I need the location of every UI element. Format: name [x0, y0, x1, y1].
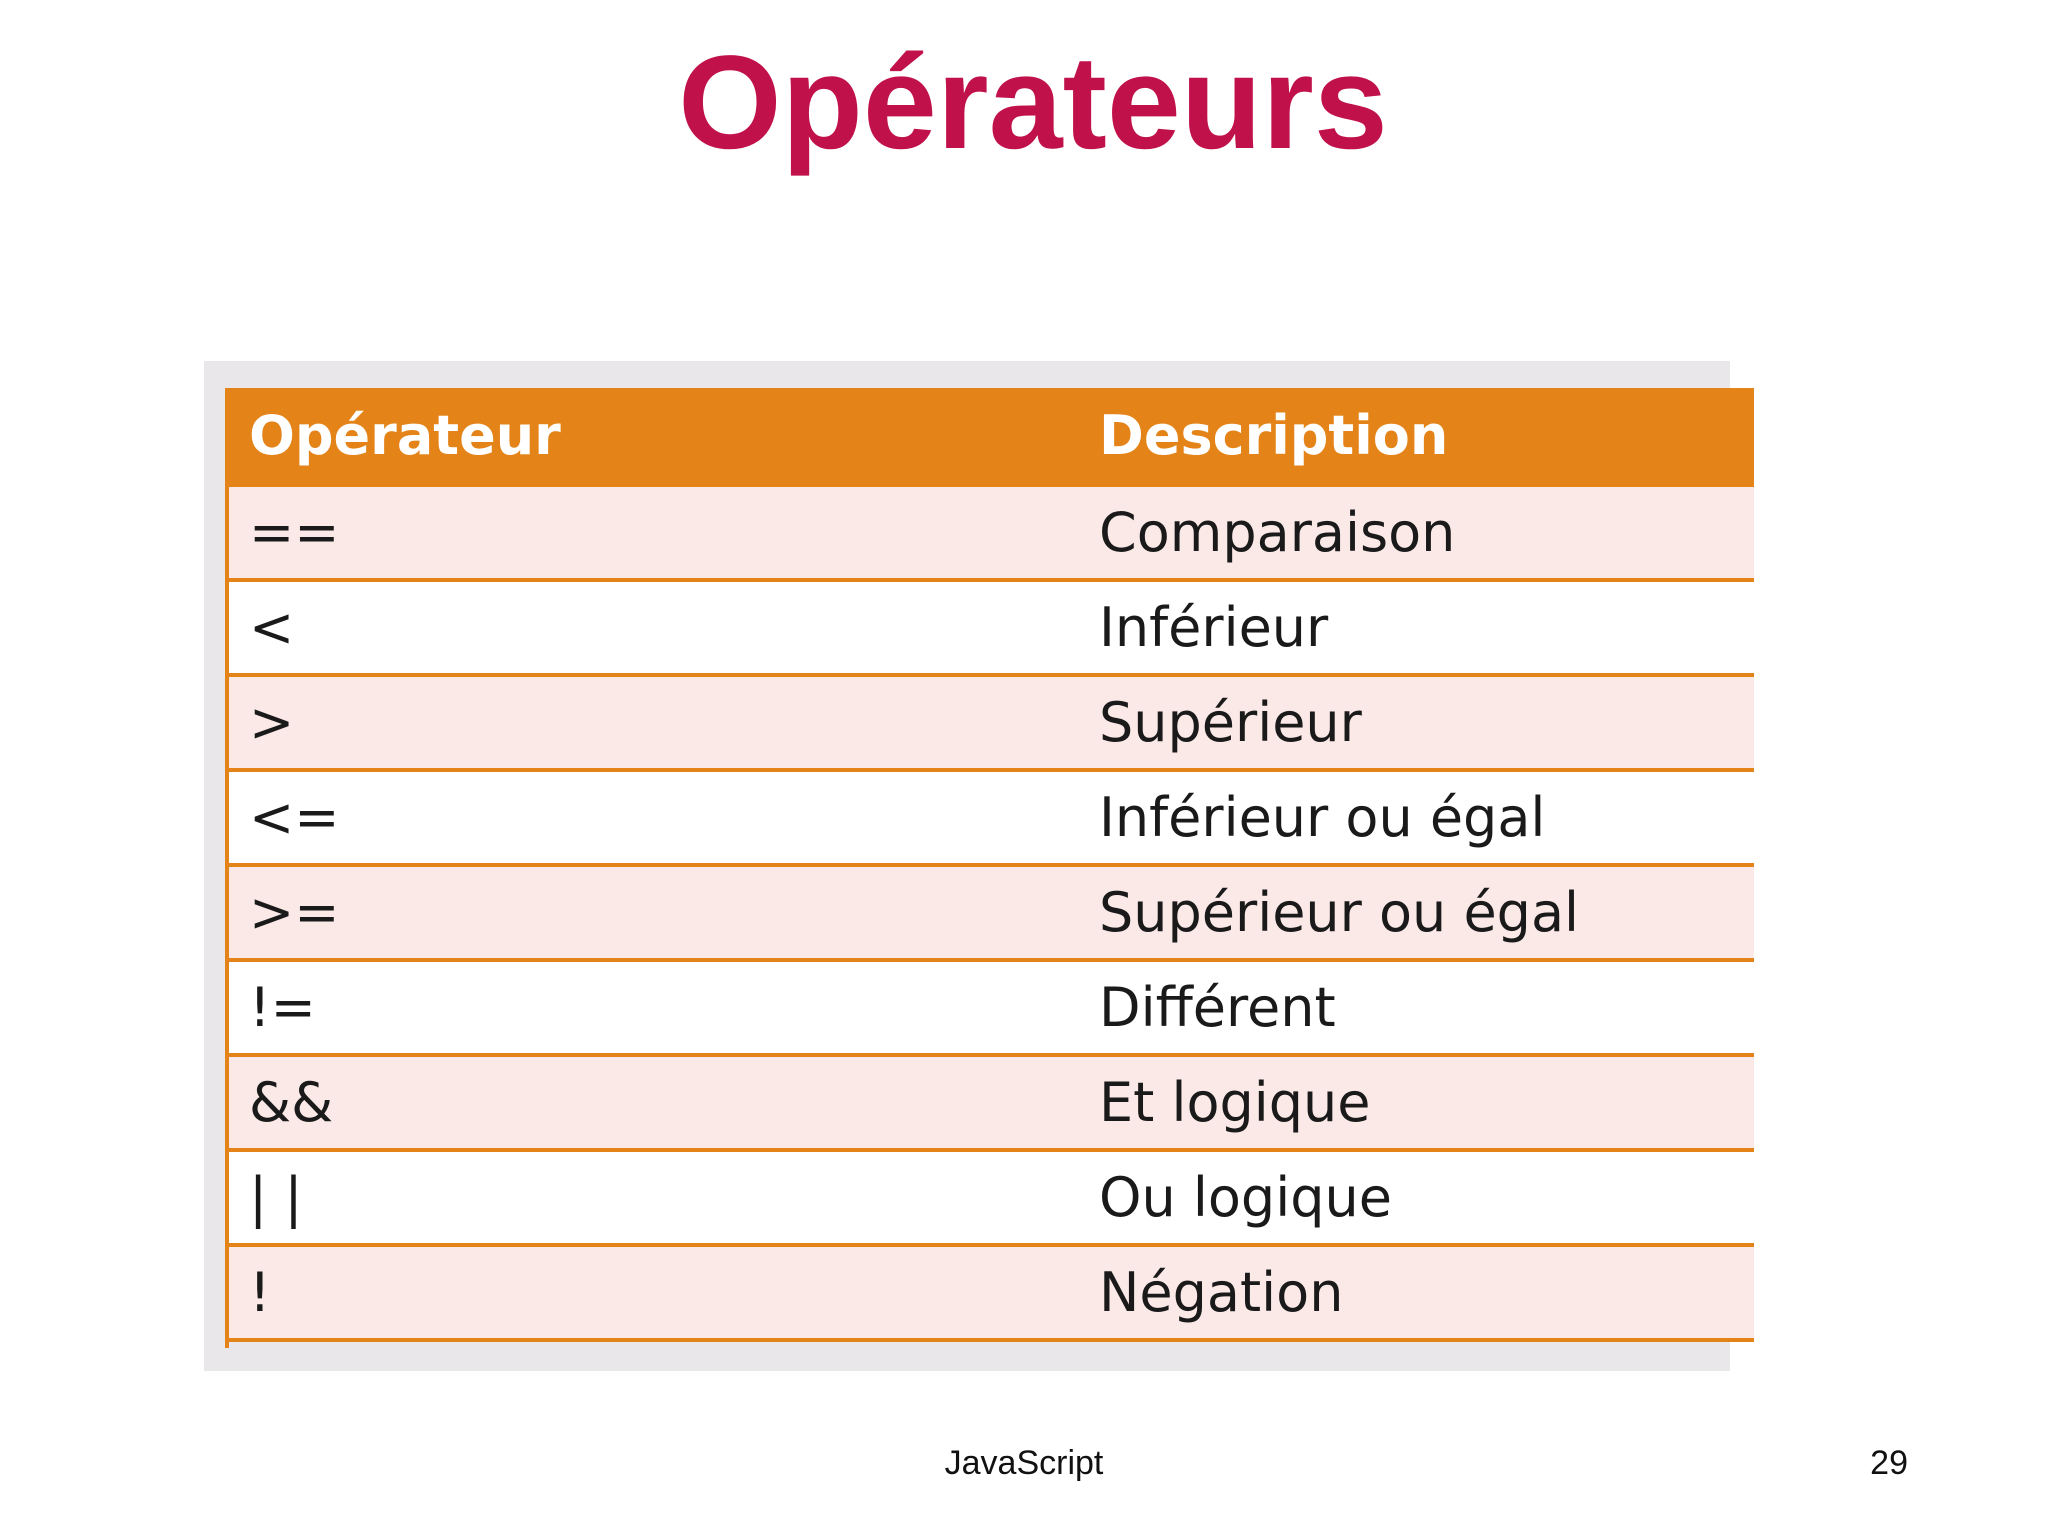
table-row	[225, 1245, 1754, 1340]
operator-cell: >	[249, 691, 295, 754]
table-header-row	[225, 388, 1754, 485]
operator-cell: &&	[249, 1071, 334, 1134]
header-operator: Opérateur	[249, 404, 561, 467]
table-left-border	[225, 485, 229, 1348]
description-cell: Ou logique	[1099, 1166, 1392, 1229]
operator-cell: >=	[249, 881, 340, 944]
operator-cell: <=	[249, 786, 340, 849]
table-row	[225, 675, 1754, 770]
operator-cell: <	[249, 596, 295, 659]
description-cell: Inférieur ou égal	[1099, 786, 1546, 849]
table-row	[225, 1055, 1754, 1150]
description-cell: Inférieur	[1099, 596, 1329, 659]
table-row	[225, 580, 1754, 675]
description-cell: Supérieur ou égal	[1099, 881, 1580, 944]
operator-cell: ==	[249, 501, 340, 564]
slide-title: Opérateurs	[678, 29, 1388, 177]
footer-label: JavaScript	[944, 1444, 1104, 1482]
description-cell: Supérieur	[1099, 691, 1362, 754]
table-row	[225, 960, 1754, 1055]
operator-cell: !	[249, 1261, 271, 1324]
table-row	[225, 865, 1754, 960]
table-row	[225, 770, 1754, 865]
description-cell: Et logique	[1099, 1071, 1371, 1134]
description-cell: Comparaison	[1099, 501, 1456, 564]
operator-cell: | |	[249, 1166, 303, 1229]
description-cell: Différent	[1099, 976, 1336, 1039]
header-description: Description	[1099, 404, 1449, 467]
operator-cell: !=	[249, 976, 316, 1039]
description-cell: Négation	[1099, 1261, 1344, 1324]
table-row	[225, 1150, 1754, 1245]
table-frame	[204, 361, 1730, 1371]
operators-table	[225, 388, 1754, 1342]
table-row	[225, 485, 1754, 580]
page-number: 29	[1870, 1444, 1908, 1482]
